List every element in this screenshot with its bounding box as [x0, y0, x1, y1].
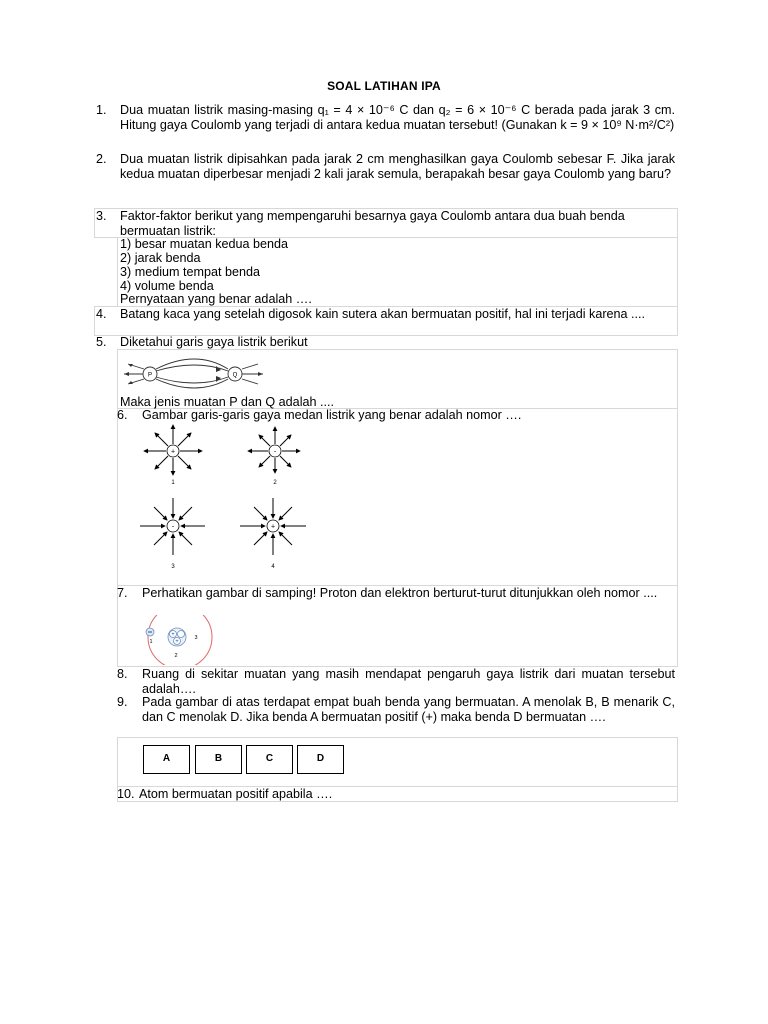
question-2	[96, 152, 676, 199]
page-title: SOAL LATIHAN IPA	[327, 79, 441, 93]
charge-p-label: P	[147, 372, 153, 379]
charge-q-label: Q	[232, 372, 238, 379]
charge-box-a: A	[143, 745, 190, 774]
question-text: Batang kaca yang setelah digosok kain sutera akan bermuatan positif, hal ini terjadi karena ....	[120, 307, 646, 321]
question-closing: Maka jenis muatan P dan Q adalah ....	[120, 395, 334, 409]
question-6	[117, 408, 677, 423]
atom-label-3: 3	[194, 635, 198, 641]
option-4: 4) volume benda	[120, 279, 214, 293]
question-7	[117, 586, 677, 616]
question-text: Dua muatan listrik dipisahkan pada jarak 2 cm menghasilkan gaya Coulomb sebesar F. Jika jarak kedua muatan diperbesar menjadi 2 kali jarak semula, berapakah besar gaya Coulomb yang baru?	[120, 152, 675, 181]
question-4	[96, 307, 676, 337]
figure-label-4: 4	[271, 564, 275, 570]
figure-label-1: 1	[171, 480, 175, 486]
question-10	[117, 787, 677, 802]
question-text: Pada gambar di atas terdapat empat buah benda yang bermuatan. A menolak B, B menarik C, dan C menolak D. Jika benda A bermuatan positif (+) maka benda D bermuatan ….	[142, 695, 675, 724]
option-3: 3) medium tempat benda	[120, 265, 261, 279]
charge-sign-1: +	[170, 448, 176, 456]
proton-sign: +	[171, 632, 175, 638]
question-text: Faktor-faktor berikut yang mempengaruhi besarnya gaya Coulomb antara dua buah benda bermuatan listrik:	[120, 209, 625, 238]
question-text: Diketahui garis gaya listrik berikut	[120, 335, 308, 349]
field-lines-options-figure	[130, 423, 320, 575]
question-text: Atom bermuatan positif apabila ….	[139, 787, 333, 801]
question-number: 4.	[96, 307, 107, 321]
figure-label-2: 2	[273, 480, 277, 486]
question-closing: Pernyataan yang benar adalah ….	[120, 292, 312, 306]
question-number: 3.	[96, 209, 107, 223]
proton-sign: +	[175, 639, 179, 645]
option-1: 1) besar muatan kedua benda	[120, 237, 289, 251]
question-number: 2.	[96, 152, 107, 166]
field-lines-p-q-figure	[120, 355, 270, 395]
question-number: 10.	[117, 787, 135, 801]
charge-box-b: B	[195, 745, 242, 774]
charge-sign-4: +	[270, 523, 276, 531]
question-3	[96, 209, 676, 239]
question-text: Dua muatan listrik masing-masing q₁ = 4 × 10⁻⁶ C dan q₂ = 6 × 10⁻⁶ C berada pada jarak 3 cm. Hitung gaya Coulomb yang terjadi di antara kedua muatan tersebut! (Gunakan k = 9 × 10⁹ N·m²/C²)	[120, 103, 675, 132]
question-5	[96, 335, 676, 350]
question-text: Gambar garis-garis gaya medan listrik yang benar adalah nomor ….	[142, 408, 522, 422]
question-number: 5.	[96, 335, 107, 349]
charge-box-d: D	[297, 745, 344, 774]
question-number: 8.	[117, 667, 128, 681]
atom-label-2: 2	[174, 653, 178, 659]
question-text: Ruang di sekitar muatan yang masih mendapat pengaruh gaya listrik dari muatan tersebut adalah….	[142, 667, 675, 696]
question-text: Perhatikan gambar di samping! Proton dan elektron berturut-turut ditunjukkan oleh nomor ....	[142, 586, 658, 600]
question-9	[117, 695, 677, 740]
charge-sign-3: -	[171, 523, 175, 531]
atom-label-1: 1	[149, 639, 153, 645]
charge-sign-2: -	[273, 448, 277, 456]
question-number: 6.	[117, 408, 128, 422]
question-1	[96, 103, 676, 150]
figure-label-3: 3	[171, 564, 175, 570]
question-number: 1.	[96, 103, 107, 117]
charge-box-c: C	[246, 745, 293, 774]
question-number: 7.	[117, 586, 128, 600]
question-8	[117, 667, 677, 697]
atom-model-figure	[140, 615, 220, 665]
question-number: 9.	[117, 695, 128, 709]
option-2: 2) jarak benda	[120, 251, 201, 265]
